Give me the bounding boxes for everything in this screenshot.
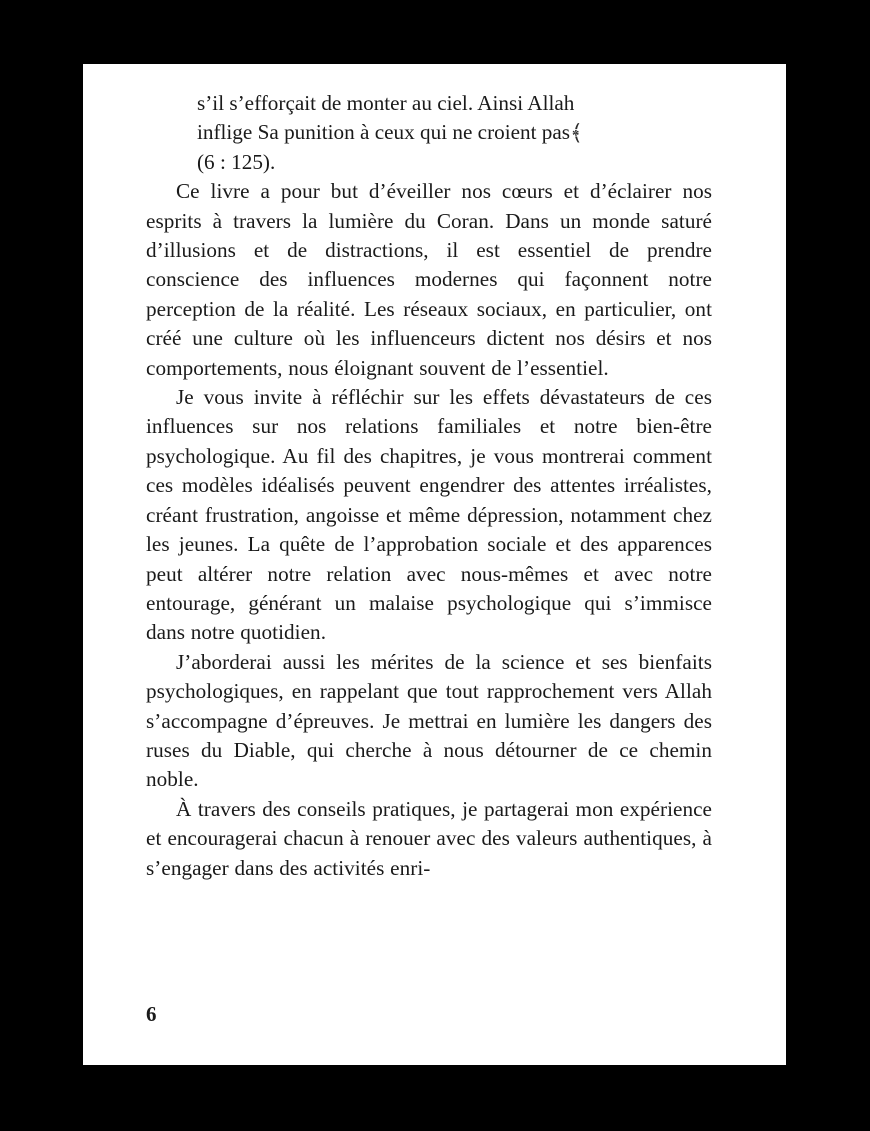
text-column [146, 89, 712, 883]
paragraph-ce-livre: Ce livre a pour but d’éveiller nos cœurs et d’éclairer nos esprits à travers la lumière du Coran. Dans un monde saturé d’illusions et de distractions, il est essentiel de prendre conscience des influences modernes qui façonnent notre perception de la réalité. Les réseaux sociaux, en particulier, ont créé une culture où les influenceurs dictent nos désirs et nos comportements, nous éloignant souvent de l’essentiel. [146, 179, 712, 380]
quote-line-2-text: inflige Sa punition à ceux qui ne croient pas [197, 120, 571, 145]
paragraph-jaborderai: J’aborderai aussi les mérites de la science et ses bienfaits psychologiques, en rappelant que tout rapprochement vers Allah s’accompagne d’épreuves. Je mettrai en lumière les dangers des ruses du Diable, qui cherche à nous détourner de ce chemin noble. [146, 649, 712, 792]
paragraph-a-travers: À travers des conseils pratiques, je partagerai mon expérience et encouragerai chacun à renouer avec des valeurs authentiques, à s’engager dans des activités enri- [146, 796, 712, 880]
quote-reference: (6 : 125). [197, 149, 276, 174]
quran-quote-continuation [197, 89, 712, 177]
quote-line-1-text: s’il s’efforçait de monter au ciel. Ainsi Allah [197, 91, 575, 115]
page-number: 6 [146, 1002, 157, 1026]
quote-line-1 [197, 89, 712, 118]
paragraph-je-vous-invite: Je vous invite à réfléchir sur les effets dévastateurs de ces influences sur nos relations familiales et notre bien-être psychologique. Au fil des chapitres, je vous montrerai comment ces modèles idéalisés peuvent engendrer des attentes irréalistes, créant frustration, angoisse et même dépression, notamment chez les jeunes. La quête de l’approbation sociale et des apparences peut altérer notre relation avec nous-mêmes et avec notre entourage, générant un malaise psychologique qui s’immisce dans notre quotidien. [146, 385, 712, 645]
quote-ornament-icon: ﴾ [570, 120, 583, 146]
quote-line-2 [197, 118, 712, 147]
book-page-sheet [83, 64, 786, 1065]
